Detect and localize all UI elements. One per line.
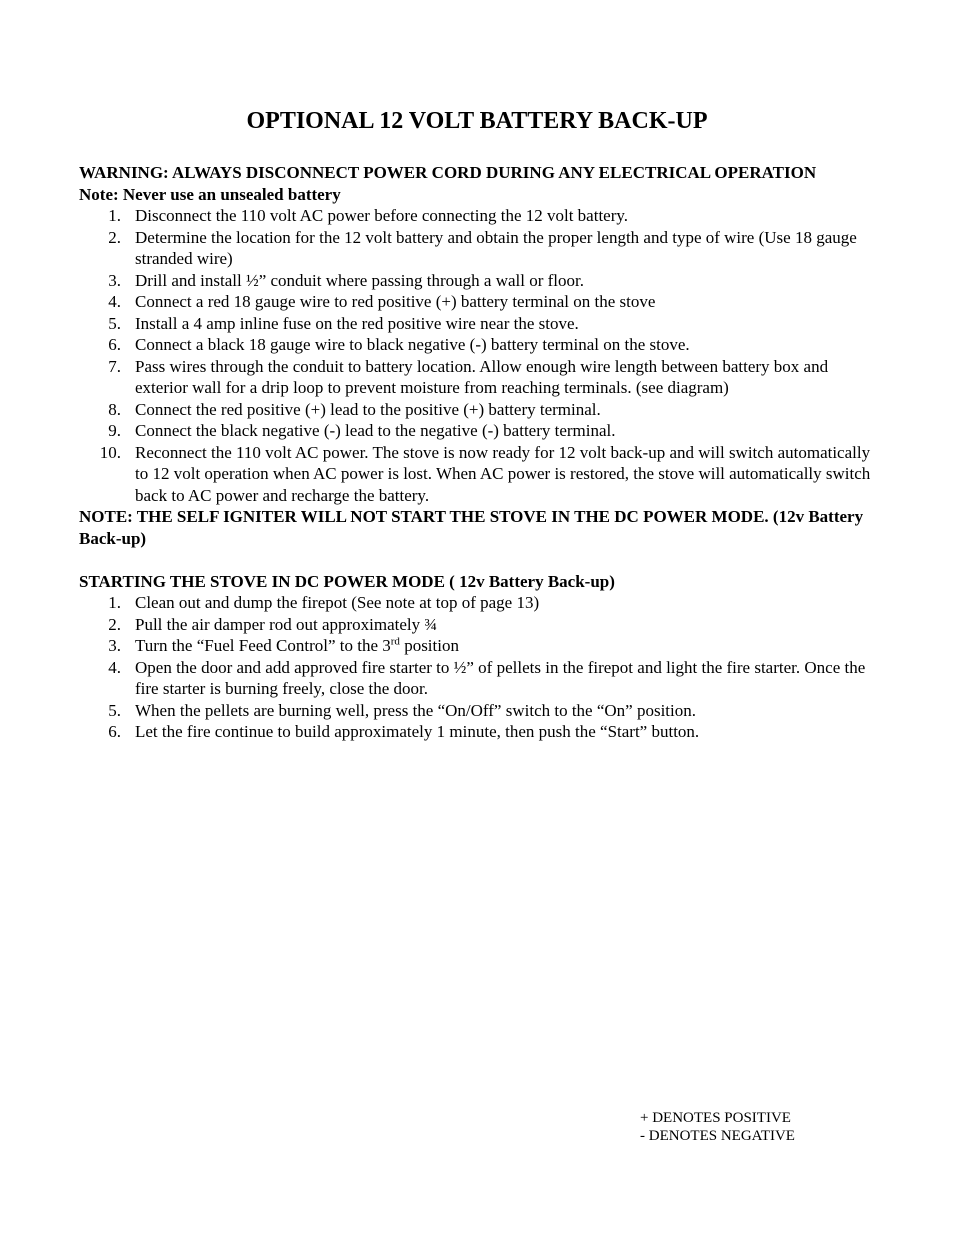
polarity-legend bbox=[640, 1109, 795, 1145]
install-step bbox=[79, 205, 879, 227]
install-step bbox=[79, 270, 879, 292]
step-number: 8. bbox=[108, 399, 121, 419]
install-steps-list bbox=[79, 205, 879, 506]
step-text: When the pellets are burning well, press the “On/Off” switch to the “On” position. bbox=[135, 700, 697, 720]
step-text: Reconnect the 110 volt AC power. The stove is now ready for 12 volt back-up and will switch automatically to 12 volt operation when AC power is lost. When AC power is restored, the stove will automatically switch back to AC power and recharge the battery. bbox=[135, 442, 871, 505]
step-text: Drill and install ½” conduit where passing through a wall or floor. bbox=[135, 270, 584, 290]
step-number: 1. bbox=[108, 593, 121, 612]
step-number: 6. bbox=[108, 722, 121, 741]
document-body bbox=[79, 162, 879, 743]
section-spacer bbox=[79, 549, 879, 571]
install-step bbox=[79, 420, 879, 442]
step-text: Clean out and dump the firepot (See note at top of page 13) bbox=[135, 593, 540, 612]
step-number: 9. bbox=[108, 421, 121, 440]
note-igniter: NOTE: THE SELF IGNITER WILL NOT START THE STOVE IN THE DC POWER MODE. (12v Battery Back-up) bbox=[79, 507, 864, 548]
step-text: Pull the air damper rod out approximately ¾ bbox=[135, 614, 438, 634]
legend-positive: + DENOTES POSITIVE bbox=[640, 1110, 791, 1126]
step-number: 5. bbox=[108, 313, 121, 333]
starting-step bbox=[79, 657, 879, 700]
step-text: Determine the location for the 12 volt battery and obtain the proper length and type of wire (Use 18 gauge stranded wire) bbox=[135, 227, 857, 268]
install-step bbox=[79, 442, 879, 507]
starting-step bbox=[79, 592, 879, 614]
note-unsealed-battery: Note: Never use an unsealed battery bbox=[79, 184, 341, 204]
step-text: Connect a red 18 gauge wire to red positive (+) battery terminal on the stove bbox=[135, 292, 656, 311]
step-text: Open the door and add approved fire starter to ½” of pellets in the firepot and light the fire starter. Once the fire starter is burning freely, close the door. bbox=[135, 657, 866, 698]
step-number: 2. bbox=[108, 227, 121, 247]
step-text: Disconnect the 110 volt AC power before connecting the 12 volt battery. bbox=[135, 206, 629, 225]
install-step bbox=[79, 356, 879, 399]
starting-step bbox=[79, 614, 879, 636]
step-number: 6. bbox=[108, 335, 121, 354]
starting-step bbox=[79, 721, 879, 743]
step-number: 7. bbox=[108, 356, 121, 376]
step-text: Install a 4 amp inline fuse on the red positive wire near the stove. bbox=[135, 313, 579, 333]
step-number: 3. bbox=[108, 636, 121, 655]
page-title: OPTIONAL 12 VOLT BATTERY BACK-UP bbox=[246, 108, 708, 134]
step-number: 4. bbox=[108, 292, 121, 311]
warning-text: WARNING: ALWAYS DISCONNECT POWER CORD DURING ANY ELECTRICAL OPERATION bbox=[79, 163, 817, 182]
step-number: 2. bbox=[108, 614, 121, 634]
step-number: 3. bbox=[108, 270, 121, 290]
starting-heading: STARTING THE STOVE IN DC POWER MODE ( 12v Battery Back-up) bbox=[79, 571, 615, 591]
install-step bbox=[79, 313, 879, 335]
step-text-after: position bbox=[399, 636, 459, 655]
step-number: 4. bbox=[108, 657, 121, 677]
install-step bbox=[79, 399, 879, 421]
starting-step bbox=[79, 635, 879, 657]
step-text: Let the fire continue to build approximately 1 minute, then push the “Start” button. bbox=[135, 722, 700, 741]
step-text: Connect the black negative (-) lead to the negative (-) battery terminal. bbox=[135, 421, 616, 440]
step-text: Connect the red positive (+) lead to the positive (+) battery terminal. bbox=[135, 399, 601, 419]
install-step bbox=[79, 227, 879, 270]
install-step bbox=[79, 334, 879, 356]
step-number: 5. bbox=[108, 700, 121, 720]
legend-negative: - DENOTES NEGATIVE bbox=[640, 1128, 795, 1144]
starting-steps-list bbox=[79, 592, 879, 743]
starting-step bbox=[79, 700, 879, 722]
install-step bbox=[79, 291, 879, 313]
step-text: Pass wires through the conduit to battery location. Allow enough wire length between battery box and exterior wall for a drip loop to prevent moisture from reaching terminals. (see diagram) bbox=[135, 356, 829, 397]
step-number: 1. bbox=[108, 206, 121, 225]
step-text: Connect a black 18 gauge wire to black negative (-) battery terminal on the stove. bbox=[135, 335, 690, 354]
ordinal-superscript: rd bbox=[390, 635, 400, 648]
step-text-before: Turn the “Fuel Feed Control” to the 3 bbox=[135, 636, 391, 655]
step-number: 10. bbox=[99, 442, 121, 462]
